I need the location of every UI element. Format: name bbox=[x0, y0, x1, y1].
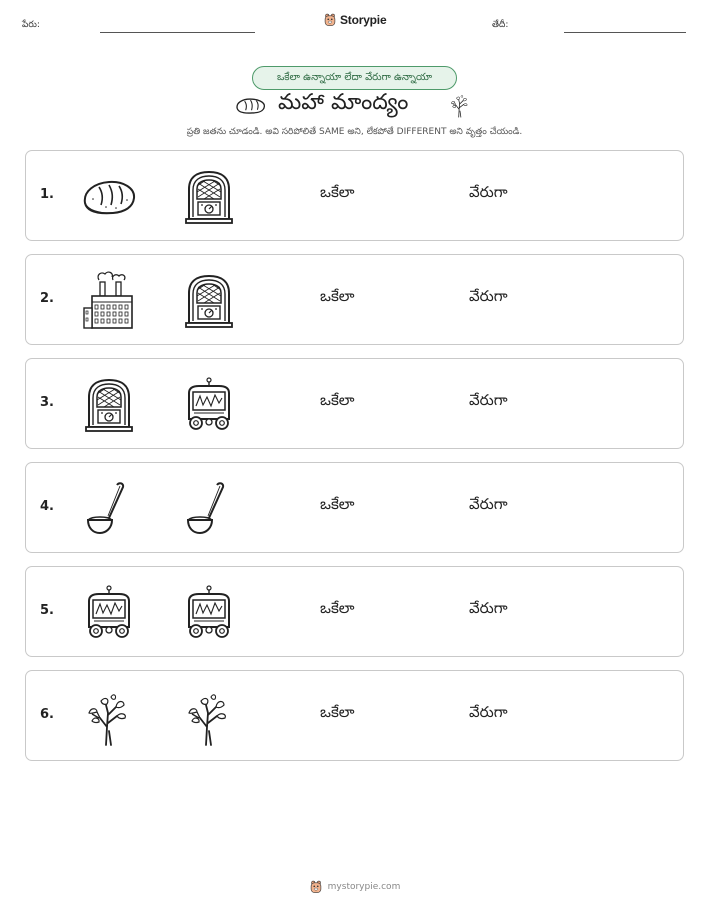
same-option[interactable]: ఒకేలా bbox=[320, 183, 355, 201]
same-option[interactable]: ఒకేలా bbox=[320, 599, 355, 617]
different-option[interactable]: వేరుగా bbox=[469, 703, 508, 721]
question-number: 1. bbox=[40, 187, 54, 202]
footer bbox=[0, 880, 709, 894]
question-row bbox=[25, 254, 684, 345]
wagon-icon bbox=[179, 375, 239, 435]
wagon-icon bbox=[79, 583, 139, 643]
question-row bbox=[25, 566, 684, 657]
bread-icon bbox=[79, 167, 139, 227]
footer-url[interactable]: mystorypie.com bbox=[327, 882, 401, 892]
different-option[interactable]: వేరుగా bbox=[469, 391, 508, 409]
question-number: 2. bbox=[40, 291, 54, 306]
question-row bbox=[25, 670, 684, 761]
title-row bbox=[0, 90, 709, 122]
date-line[interactable] bbox=[564, 32, 686, 33]
name-label: పేరు: bbox=[22, 20, 40, 30]
radio-icon bbox=[179, 167, 239, 227]
name-line[interactable] bbox=[100, 32, 255, 33]
worksheet-type-badge: ఒకేలా ఉన్నాయా లేదా వేరుగా ఉన్నాయా bbox=[252, 66, 457, 90]
mascot-icon bbox=[323, 13, 337, 27]
tree-icon bbox=[79, 687, 139, 747]
question-number: 6. bbox=[40, 707, 54, 722]
question-number: 3. bbox=[40, 395, 54, 410]
different-option[interactable]: వేరుగా bbox=[469, 287, 508, 305]
wagon-icon bbox=[179, 583, 239, 643]
ladle-icon bbox=[179, 479, 239, 539]
bread-icon bbox=[235, 95, 267, 117]
different-option[interactable]: వేరుగా bbox=[469, 599, 508, 617]
worksheet-header bbox=[0, 0, 709, 40]
different-option[interactable]: వేరుగా bbox=[469, 183, 508, 201]
mascot-icon bbox=[309, 880, 323, 894]
brand-name: Storypie bbox=[340, 13, 387, 27]
instructions: ప్రతి జతను చూడండి. అవి సరిపోలితే SAME అని, లేకపోతే DIFFERENT అని వృత్తం చేయండి. bbox=[186, 127, 523, 137]
factory-icon bbox=[79, 271, 139, 331]
ladle-icon bbox=[79, 479, 139, 539]
radio-icon bbox=[179, 271, 239, 331]
same-option[interactable]: ఒకేలా bbox=[320, 287, 355, 305]
tree-icon bbox=[447, 90, 473, 120]
date-label: తేదీ: bbox=[492, 20, 509, 30]
same-option[interactable]: ఒకేలా bbox=[320, 391, 355, 409]
question-number: 4. bbox=[40, 499, 54, 514]
question-row bbox=[25, 150, 684, 241]
tree-icon bbox=[179, 687, 239, 747]
storypie-logo bbox=[323, 13, 386, 27]
page-title: మహా మాంద్యం bbox=[278, 90, 409, 115]
same-option[interactable]: ఒకేలా bbox=[320, 495, 355, 513]
question-number: 5. bbox=[40, 603, 54, 618]
question-row bbox=[25, 358, 684, 449]
question-row bbox=[25, 462, 684, 553]
same-option[interactable]: ఒకేలా bbox=[320, 703, 355, 721]
different-option[interactable]: వేరుగా bbox=[469, 495, 508, 513]
radio-icon bbox=[79, 375, 139, 435]
